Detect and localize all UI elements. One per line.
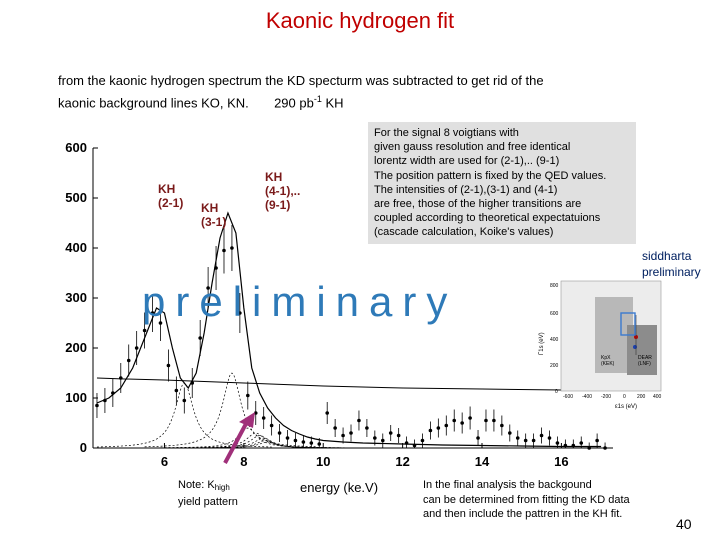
peak-component-curve [145,373,318,447]
data-point [278,431,282,435]
final-note-line: and then include the pattren in the KH fit. [423,508,623,520]
y-tick-label: 500 [65,190,87,205]
note-line: (cascade calculation, Koike's values) [374,226,554,239]
background-line [97,378,601,391]
data-point [103,399,107,403]
x-tick-label: 16 [554,454,569,469]
peak-label-kh31: (3-1) [201,215,227,229]
page-number: 40 [676,516,692,532]
data-point [452,419,456,423]
inset-region-right-label-1: DEAR [638,355,652,361]
inset-plot [535,275,675,415]
y-tick-label: 200 [65,340,87,355]
inset-ytick: 600 [550,311,559,317]
data-point [333,426,337,430]
data-point [214,266,218,270]
intro-line-1: from the kaonic hydrogen spectrum the KD specturm was subtracted to get rid of the [58,73,544,88]
note-line: coupled according to theoretical expectatuions [374,212,601,225]
data-point [579,441,583,445]
peak-label-kh31: KH [201,201,219,215]
data-point [524,439,528,443]
inset-xtick: -600 [563,394,574,400]
data-point [222,249,226,253]
data-point [444,424,448,428]
y-tick-label: 100 [65,390,87,405]
data-point [516,436,520,440]
inset-xtick: -200 [601,394,612,400]
data-point [508,431,512,435]
x-tick-label: 6 [160,454,169,469]
data-point [246,394,250,398]
note-line: are free, those of the higher transitions are [374,198,582,211]
data-point [175,389,179,393]
data-point [556,441,560,445]
inset-ytick: 200 [550,363,559,369]
inset-region-right-label-2: (LNF) [638,361,651,367]
final-note-line: can be determined from fitting the KD data [423,493,630,506]
data-point [341,434,345,438]
inset-ytick: 800 [550,283,559,289]
data-point [325,411,329,415]
y-tick-label: 300 [65,290,87,305]
data-point [111,391,115,395]
data-point [119,376,123,380]
data-point [460,421,464,425]
final-analysis-note [423,478,663,522]
data-point [135,346,139,350]
intro-line-2 [58,90,618,112]
x-tick-label: 10 [315,454,331,469]
peak-component-curve [168,433,341,448]
khigh-note-line-2: yield pattern [178,496,238,508]
peak-label-kh41: (4-1),.. [265,184,301,198]
siddharta-line: preliminary [642,265,701,279]
note-line: lorentz width are used for (2-1),.. (9-1) [374,155,560,168]
note-line: For the signal 8 voigtians with [374,127,519,139]
intro-line-2-text: kaonic background lines KO, KN. [58,95,249,111]
data-point [421,439,425,443]
inset-xtick: -400 [582,394,593,400]
data-point [572,444,576,448]
data-point [603,446,607,450]
peak-label-kh41: KH [265,170,283,184]
data-point [167,364,171,368]
data-point [310,441,314,445]
note-line: given gauss resolution and free identical [374,141,571,154]
inset-xlabel: ε1s (eV) [615,404,638,410]
y-tick-label: 400 [65,240,87,255]
data-point [548,436,552,440]
data-point [532,439,536,443]
data-point [564,444,568,448]
data-point [230,246,234,250]
data-point [484,419,488,423]
khigh-note-sub: high [214,483,230,492]
inset-ytick: 400 [550,337,559,343]
data-point [190,381,194,385]
inset-region-dear [627,325,657,375]
inset-region-left-label-1: KpX [601,355,611,361]
y-tick-label: 0 [79,440,87,455]
inset-point-blue [633,345,637,349]
data-point [294,439,298,443]
final-note-line: In the final analysis the backgound [423,479,592,491]
data-point [405,441,409,445]
data-point [492,419,496,423]
data-point [468,416,472,420]
data-point [357,419,361,423]
data-point [317,442,321,446]
peak-label-kh41: (9-1) [265,198,291,212]
data-point [476,436,480,440]
intro-text [58,72,618,112]
data-point [587,446,591,450]
data-point [182,399,186,403]
data-point [143,329,147,333]
peak-label-kh21: (2-1) [158,196,184,210]
data-point [262,416,266,420]
khigh-note-prefix: Note: K [178,479,215,491]
data-point [349,431,353,435]
note-line: The position pattern is fixed by the QED values. [374,169,607,182]
peak-component-curve [178,441,351,448]
peak-label-kh21: KH [158,182,176,196]
intro-luminosity-exp: -1 [313,94,322,104]
data-point [198,336,202,340]
preliminary-watermark: preliminary [142,278,458,325]
siddharta-line: siddharta [642,249,692,263]
fit-total-line [97,213,601,447]
data-point [413,444,417,448]
data-point [365,426,369,430]
x-tick-label: 12 [395,454,410,469]
y-tick-label: 600 [65,140,87,155]
intro-kh: KH [321,95,344,111]
data-point [397,434,401,438]
data-point [373,436,377,440]
fit-description-box [368,122,636,244]
data-point [595,439,599,443]
inset-xtick: 0 [623,394,626,400]
data-point [286,436,290,440]
note-line: The intensities of (2-1),(3-1) and (4-1) [374,183,558,196]
khigh-note-line-1 [178,478,238,495]
inset-xtick: 400 [653,394,662,400]
khigh-note [178,478,238,509]
data-point [127,359,131,363]
inset-xtick: 200 [637,394,646,400]
x-tick-label: 8 [240,454,248,469]
inset-region-left-label-2: (KEK) [601,361,615,367]
data-point [429,429,433,433]
data-point [540,434,544,438]
intro-luminosity: 290 pb [274,95,314,111]
data-point [95,404,99,408]
data-point [437,426,441,430]
data-point [381,439,385,443]
data-point [270,424,274,428]
data-point [389,431,393,435]
x-tick-label: 14 [474,454,490,469]
peak-component-curve [160,428,333,448]
data-point [302,440,306,444]
inset-ytick: 0 [555,389,558,395]
data-point [500,424,504,428]
x-axis-label: energy (ke.V) [300,480,379,495]
slide-title: Kaonic hydrogen fit [265,8,455,33]
inset-ylabel: Γ1s (eV) [539,332,545,355]
